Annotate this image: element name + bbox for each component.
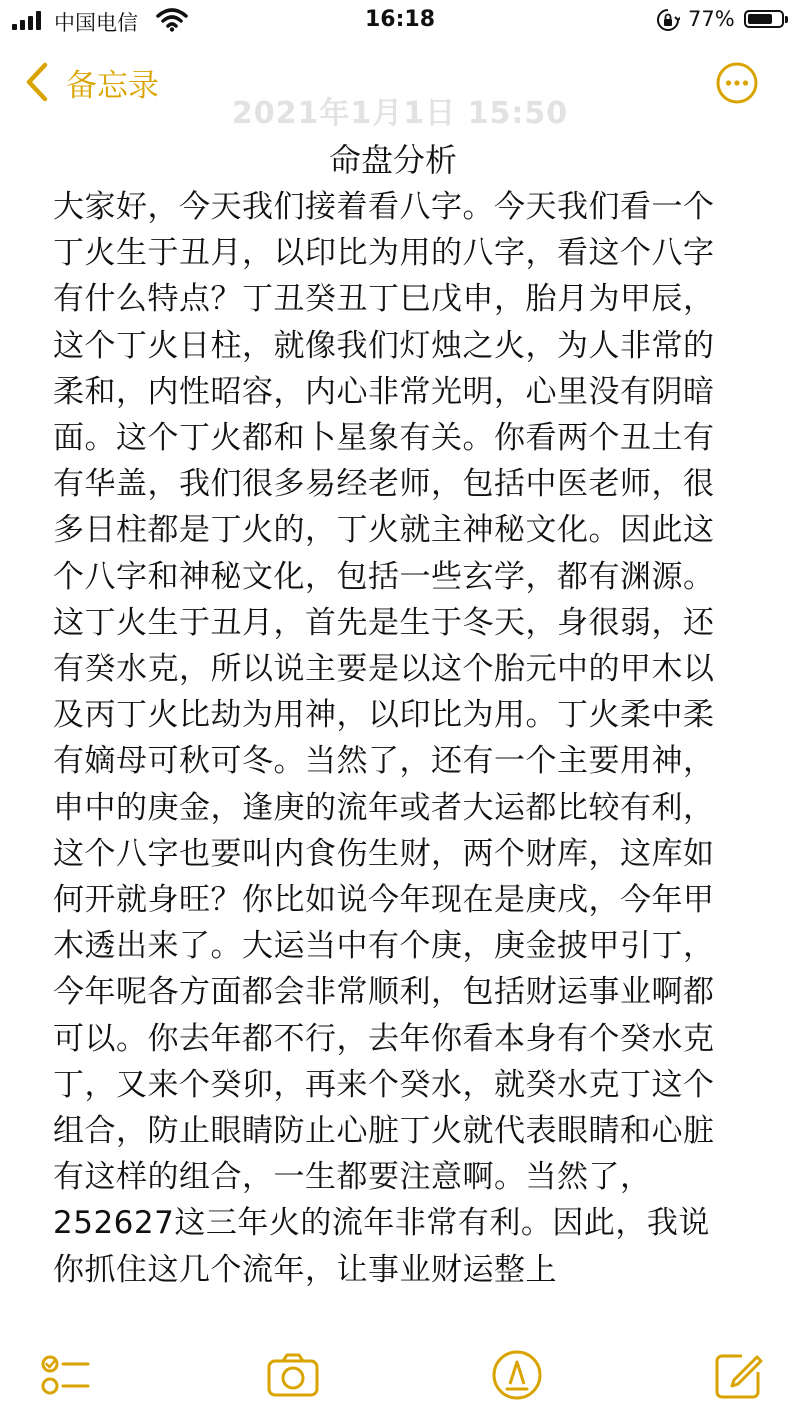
markup-pen-icon[interactable] [490, 1348, 544, 1402]
orientation-lock-icon [656, 8, 680, 32]
note-title[interactable]: 命盘分析 [328, 141, 457, 179]
navigation-bar [0, 50, 800, 131]
note-body[interactable]: 大家好，今天我们接着看八字。今天我们看一个丁火生于丑月，以印比为用的八字，看这个八字有什么特点？丁丑癸丑丁巳戊申，胎月为甲辰，这个丁火日柱，就像我们灯烛之火，为人非常的柔和，内性昭容，内心非常光明，心里没有阴暗面。这个丁火都和卜星象有关。你看两个丑土有有华盖，我们很多易经老师，包括中医老师，很多日柱都是丁火的，丁火就主神秘文化。因此这个八字和神秘文化，包括一些玄学，都有渊源。这丁火生于丑月，首先是生于冬天，身很弱，还有癸水克，所以说主要是以这个胎元中的甲木以及丙丁火比劫为用神，以印比为用。丁火柔中柔有嫡母可秋可冬。当然了，还有一个主要用神，申中的庚金，逢庚的流年或者大运都比较有利，这个八字也要叫内食伤生财，两个财库，这库如何开就身旺？你比如说今年现在是庚戌，今年甲木透出来了。大运当中有个庚，庚金披甲引丁，今年呢各方面都会非常顺利，包括财运事业啊都可以。你去年都不行，去年你看本身有个癸水克丁，又来个癸卯，再来个癸水，就癸水克丁这个组合，防止眼睛防止心脏丁火就代表眼睛和心脏有这样的组合，一生都要注意啊。当然了，252627这三年火的流年非常有利。因此，我说你抓住这几个流年，让事业财运整上 [53, 189, 715, 1288]
battery-percentage: 77% [688, 7, 735, 31]
carrier-name: 中国电信 [54, 11, 138, 35]
status-bar [0, 0, 800, 40]
note-date: 2021年1月1日 15:50 [231, 96, 569, 131]
camera-icon[interactable] [266, 1348, 320, 1402]
clock-time: 16:18 [364, 7, 436, 32]
back-button-label: 备忘录 [66, 67, 159, 104]
back-button[interactable] [24, 58, 159, 106]
more-options-icon[interactable] [716, 62, 758, 104]
checklist-icon[interactable] [38, 1348, 92, 1402]
bottom-toolbar [0, 1340, 800, 1422]
chevron-left-icon [24, 62, 50, 102]
note-editor[interactable] [53, 138, 733, 1332]
battery-icon [744, 10, 784, 28]
compose-icon[interactable] [712, 1348, 766, 1402]
